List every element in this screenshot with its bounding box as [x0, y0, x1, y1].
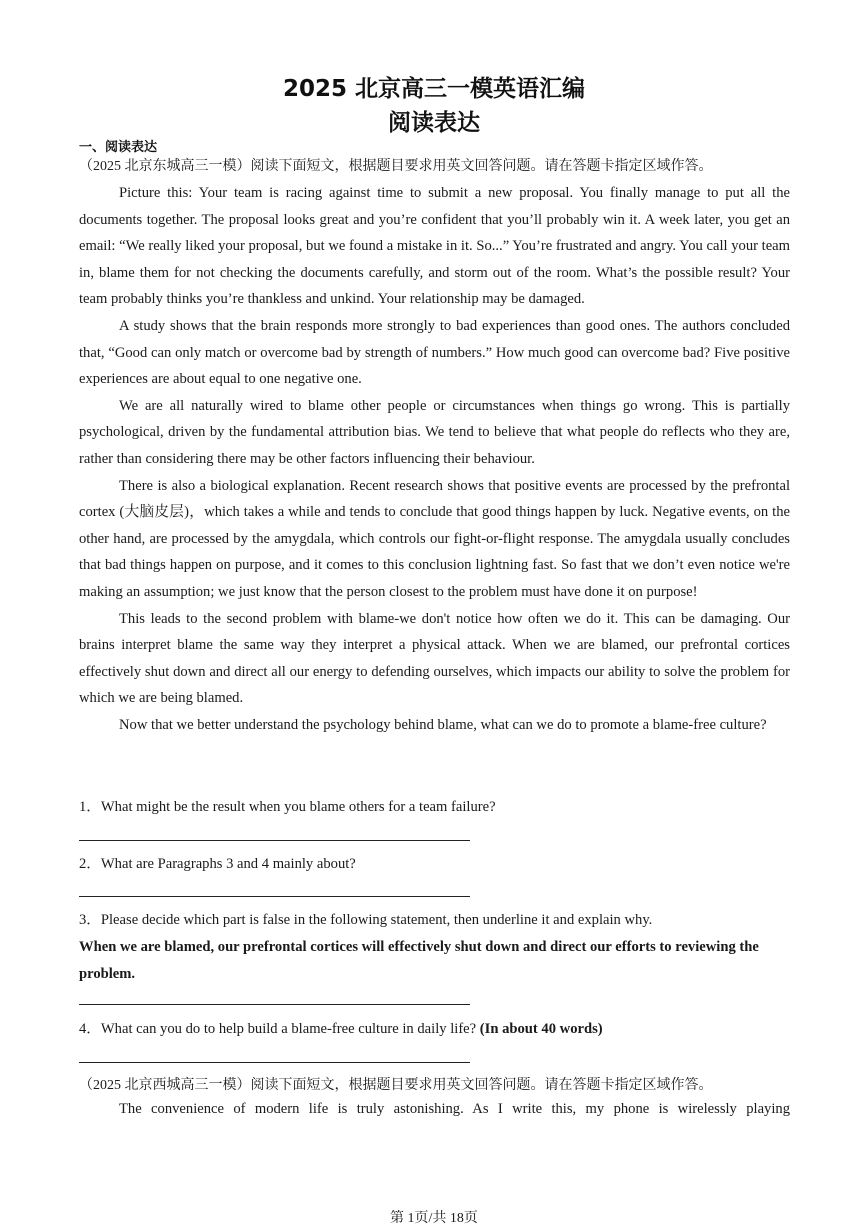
document-title: 2025 北京高三一模英语汇编: [282, 76, 586, 102]
paragraph-1: Picture this: Your team is racing against time to submit a new proposal. You finally manage to put all the documents together. The proposal looks great and you’re confident that you’ll probably win it. A week later, you get an email: “We really liked your proposal, but we found a mistake in it. So...” You’re frustrated and angry. You call your team in, blame them for not checking the documents carefully, and storm out of the room. What’s the possible result? Your team probably thinks you’re thankless and unkind. Your relationship may be damaged.: [79, 185, 790, 308]
question-4-word-limit: (In about 40 words): [479, 1021, 603, 1037]
document-subtitle: 阅读表达: [388, 110, 480, 136]
answer-line-4: [79, 1062, 470, 1063]
answer-line-1: [79, 840, 470, 841]
answer-line-2: [79, 896, 470, 897]
paragraph-4: There is also a biological explanation. Recent research shows that positive events are processed by the prefrontal cortex (大脑皮层)，which takes a while and tends to conclude that good things happen by luck. Negative events, on the other hand, are processed by the amygdala, which controls our fight-or-flight response. The amygdala usually concludes that bad things happen on purpose, and it comes to this conclusion lightning fast. So fast that we don’t even notice we're making an assumption; we just know that the person closest to the problem must have done it on purpose!: [79, 477, 790, 600]
question-1: 1．What might be the result when you blame others for a team failure?: [79, 799, 496, 815]
source-instruction-2: （2025 北京西城高三一模）阅读下面短文，根据题目要求用英文回答问题。请在答题卡指定区域作答。: [79, 1078, 713, 1093]
paragraph-3: We are all naturally wired to blame other people or circumstances when things go wrong. This is partially psychological, driven by the fundamental attribution bias. We tend to believe that what people do reflects who they are, rather than considering there may be other factors influencing their behaviour.: [79, 397, 790, 467]
next-passage-start: The convenience of modern life is truly astonishing. As I write this, my phone is wirelessly playing: [119, 1101, 790, 1117]
question-4: [79, 1017, 790, 1038]
page-footer: 第 1页/共 18页: [390, 1211, 478, 1226]
answer-line-3: [79, 1004, 470, 1005]
section-heading: 一、阅读表达: [79, 140, 158, 155]
question-3: 3．Please decide which part is false in the following statement, then underline it and explain why.: [79, 912, 653, 928]
reading-passage: [79, 180, 790, 738]
question-3-statement: When we are blamed, our prefrontal cortices will effectively shut down and direct our efforts to reviewing the problem.: [79, 939, 759, 982]
paragraph-2: A study shows that the brain responds more strongly to bad experiences than good ones. The authors concluded that, “Good can only match or overcome bad by strength of numbers.” How much good can overcome bad? Five positive experiences are about equal to one negative one.: [79, 317, 790, 388]
source-instruction-1: （2025 北京东城高三一模）阅读下面短文，根据题目要求用英文回答问题。请在答题卡指定区域作答。: [79, 159, 713, 174]
paragraph-5: This leads to the second problem with blame-we don't notice how often we do it. This can be damaging. Our brains interpret blame the same way they interpret a physical attack. When we are blamed, our prefrontal cortices effectively shut down and direct all our energy to defending ourselves, which impacts our ability to solve the problem for which we are being blamed.: [79, 610, 790, 707]
question-4-text: 4．What can you do to help build a blame-free culture in daily life?: [79, 1021, 477, 1037]
paragraph-6: Now that we better understand the psychology behind blame, what can we do to promote a blame-free culture?: [119, 716, 767, 733]
question-2: 2．What are Paragraphs 3 and 4 mainly about?: [79, 856, 356, 872]
